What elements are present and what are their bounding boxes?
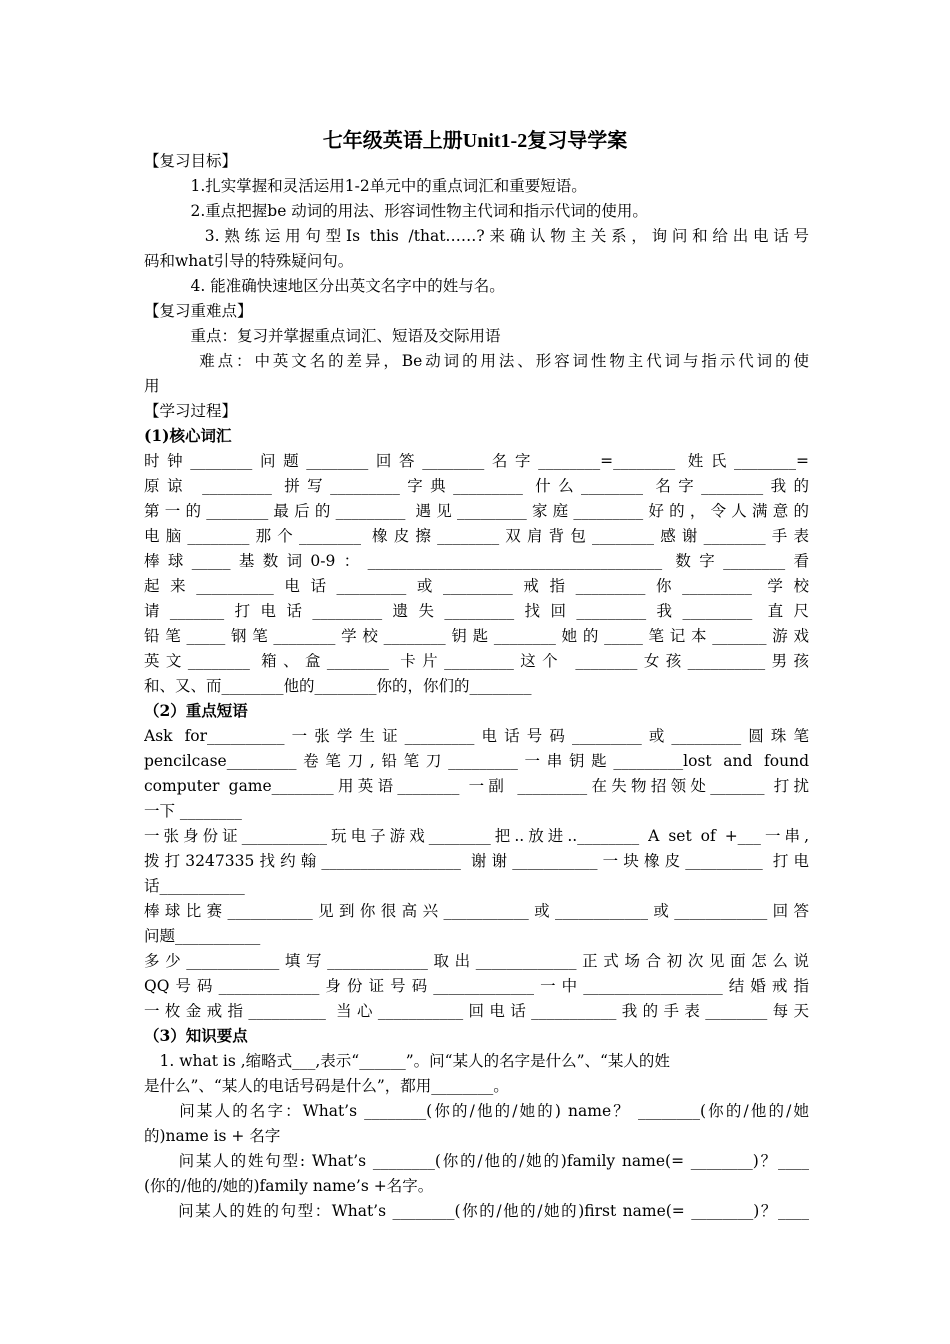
vocab-line: 铅笔_____钢笔________学校________钥匙________她的_____笔记本_______游戏 bbox=[144, 627, 809, 645]
section-heading-key-points: 【复习重难点】 bbox=[144, 302, 253, 320]
goal-1: 1.扎实掌握和灵活运用1-2单元中的重点词汇和重要短语。 bbox=[144, 177, 587, 195]
knowledge-line: 问某人的姓句型: What’s ________(你的/他的/她的)family name(= ________)？____ bbox=[144, 1152, 809, 1170]
knowledge-line: 的)name is + 名字 bbox=[144, 1127, 281, 1145]
phrase-line: computer game________用英语________ 一副 _________在失物招领处_______ 打扰 bbox=[144, 777, 809, 795]
subheading-core-vocabulary: (1)核心词汇 bbox=[144, 426, 232, 445]
document-title: 七年级英语上册Unit1-2复习导学案 bbox=[322, 130, 628, 152]
vocab-line: 起来__________电话_________或_________戒指_________你_________ 学校 bbox=[144, 577, 809, 595]
knowledge-line: 问某人的名字：What’s ________(你的/他的/她的) name？ ________(你的/他的/她 bbox=[144, 1102, 809, 1120]
goal-4: 4. 能准确快速地区分出英文名字中的姓与名。 bbox=[144, 277, 505, 295]
vocab-line: 棒球_____基数词0-9：______________________________________ 数字________看 bbox=[144, 552, 809, 570]
phrase-line: Ask for__________一张学生证_________电话号码_________或_________圆珠笔 bbox=[144, 727, 809, 745]
knowledge-line: (你的/他的/她的)family name’s +名字。 bbox=[144, 1177, 434, 1195]
phrase-line: 一枚金戒指__________ 当心___________回电话___________我的手表________每天 bbox=[144, 1002, 809, 1020]
goal-3: 3.熟练运用句型Is this /that……?来确认物主关系，询问和给出电话号 bbox=[144, 227, 809, 245]
phrase-line: pencilcase_________卷笔刀,铅笔刀_________一串钥匙_________lost and found bbox=[144, 752, 809, 770]
vocab-line: 请_______打电话_________遗失_________找回_________我_________ 直尺 bbox=[144, 602, 809, 620]
key-point: 重点：复习并掌握重点词汇、短语及交际用语 bbox=[144, 327, 501, 345]
section-heading-goals: 【复习目标】 bbox=[144, 152, 238, 170]
phrase-line: 一下 ________ bbox=[144, 802, 242, 820]
vocab-line: 英文________ 箱、盒________ 卡片_________这个 ________女孩__________男孩 bbox=[144, 652, 809, 670]
vocab-line: 原谅 _________ 拼写_________字典_________ 什么________ 名字________我的 bbox=[144, 477, 809, 495]
subheading-knowledge-points: （3）知识要点 bbox=[144, 1026, 248, 1045]
phrase-line: 多少____________填写_____________取出_____________正式场合初次见面怎么说 bbox=[144, 952, 809, 970]
knowledge-line: 1. what is ,缩略式___,表示“______”。问“某人的名字是什么”、“某人的姓 bbox=[144, 1052, 670, 1070]
goal-3-cont: 码和what引导的特殊疑问句。 bbox=[144, 252, 354, 270]
knowledge-line: 问某人的姓的句型：What’s ________(你的/他的/她的)first name(= ________)？____ bbox=[144, 1202, 809, 1220]
vocab-line: 电脑________那个________ 橡皮擦________双肩背包________感谢________手表 bbox=[144, 527, 809, 545]
phrase-line: 一张身份证___________玩电子游戏________把..放进..________ A set of +___一串, bbox=[144, 827, 809, 845]
difficult-point: 难点：中英文名的差异，Be动词的用法、形容词性物主代词与指示代词的使 bbox=[144, 352, 809, 370]
vocab-line: 时钟________问题________回答________名字________=________ 姓氏________= bbox=[144, 452, 809, 470]
phrase-line: 问题___________ bbox=[144, 927, 261, 945]
phrase-line: 拨打3247335找约翰__________________ 谢谢___________一块橡皮__________ 打电 bbox=[144, 852, 809, 870]
section-heading-process: 【学习过程】 bbox=[144, 402, 238, 420]
phrase-line: QQ号码_____________身份证号码_____________一中__________________结婚戒指 bbox=[144, 977, 809, 995]
phrase-line: 棒球比赛___________见到你很高兴___________或____________或____________回答 bbox=[144, 902, 809, 920]
subheading-key-phrases: （2）重点短语 bbox=[144, 701, 248, 720]
difficult-point-cont: 用 bbox=[144, 377, 160, 395]
vocab-line: 和、又、而________他的________你的，你们的________ bbox=[144, 677, 532, 695]
vocab-line: 第一的________最后的_________ 遇见_________家庭_________好的，令人满意的 bbox=[144, 502, 809, 520]
phrase-line: 话___________ bbox=[144, 877, 245, 895]
goal-2: 2.重点把握be 动词的用法、形容词性物主代词和指示代词的使用。 bbox=[144, 202, 648, 220]
knowledge-line: 是什么”、“某人的电话号码是什么”，都用________。 bbox=[144, 1077, 509, 1095]
